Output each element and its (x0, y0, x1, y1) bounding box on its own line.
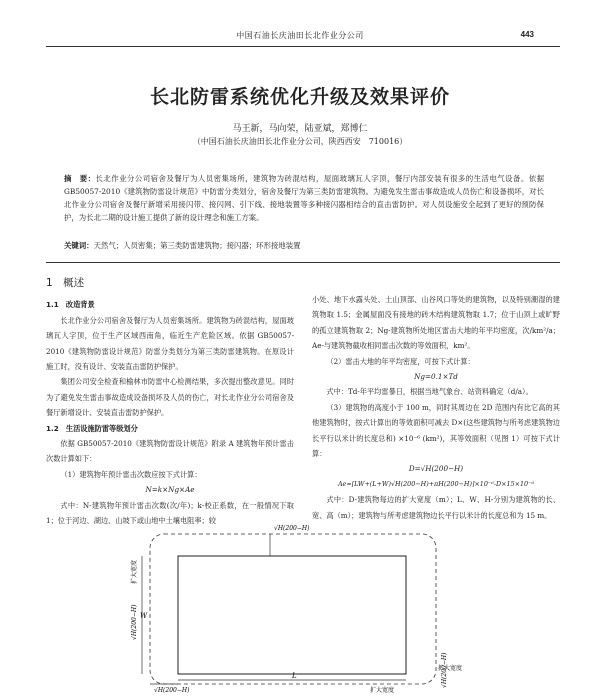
figure-1 (130, 520, 463, 694)
abstract-label: 摘 要： (64, 174, 96, 183)
equation-2: Ng=0.1×Td (414, 372, 458, 382)
journal-header: 中国石油长庆油田长北作业分公司 (236, 31, 364, 40)
figure-label-right-lower: √H(200−H) (441, 652, 448, 688)
section-title: 1 概述 (46, 277, 85, 289)
paragraph: 式中：N-建筑物年预计雷击次数(次/年)；k-校正系数，在一般情况下取 1；位于河边、湖边、山坡下或山地中土壤电阻率；较 (46, 500, 294, 526)
paragraph: 小处、地下水露头处、土山顶部、山谷风口等处的建筑物，以及特别潮湿的建筑物取 1.5；金属屋面没有接地的砖木结构建筑物取 1.7；位于山顶上或旷野的孤立建筑物取 2；Ng-建筑物所处地区雷击大地的年平均密度，次/km²/a；Ae-与建筑物截收相同雷击次数的等效面积，km²。 (312, 295, 560, 351)
keywords-label: 关键词： (64, 241, 94, 250)
paper-title: 长北防雷系统优化升级及效果评价 (149, 86, 450, 108)
abstract (64, 172, 544, 224)
equation-1: N=k×Ng×Ae (145, 485, 195, 495)
figure-label-bottom-right: 扩大宽度 (370, 687, 395, 694)
figure-label-left-upper: 扩大宽度 (131, 559, 138, 584)
subsection-1-2: 1.2 生活设施防雷等级划分 (46, 423, 138, 433)
equation-4: Ae=[LW+(L+W)√H(200−H)+πH(200−H)]×10⁻⁶-D×15×10⁻⁶ (337, 479, 535, 488)
paragraph: 式中：D-建筑物每边的扩大宽度（m）；L、W、H-分别为建筑物的长、宽、高（m）；建筑物与所考虑建筑物边长平行以米计的长度总和为 15 m。 (312, 495, 560, 520)
equivalent-area-diagram (130, 520, 463, 694)
figure-label-bottom-left: √H(200−H) (154, 687, 190, 694)
paragraph: （1）建筑物年预计雷击次数应按下式计算： (60, 469, 202, 479)
running-header (0, 30, 600, 44)
figure-label-w: W (140, 612, 148, 620)
paragraph: （2）雷击大地的年平均密度，可按下式计算： (326, 356, 475, 366)
paragraph: 依据 GB50057-2010《建筑物防雷设计规范》附录 A 建筑物年预计雷击次数计算如下： (46, 439, 294, 464)
right-column (312, 292, 560, 523)
equation-3: D=√H(200−H) (408, 464, 464, 474)
keywords (64, 240, 544, 251)
figure-label-right-text: 扩大宽度 (438, 665, 463, 672)
left-column (46, 272, 294, 529)
building-outline (178, 556, 406, 674)
abstract-text: 长北作业分公司宿舍及餐厅为人员密集场所，建筑物为砖混结构，屋面玻璃瓦人字顶，餐厅内部安装有很多的生活电气设备。依据GB50057-2010《建筑物防雷设计规范》中防雷分类划分，宿舍及餐厅为第三类防雷建筑物。为避免发生雷击事故造成人员伤亡和设备损坏，对长北作业分公司宿舍及餐厅新增采用接闪带、接闪网、引下线、接地装置等多种接闪器相结合的直击雷防护。对人员设施安全起到了更好的预防保护，为长北二期的设计施工提供了新的设计理念和施工方案。 (64, 174, 544, 222)
figure-label-left-lower: √H(200−H) (131, 604, 138, 640)
page-number: 443 (520, 30, 534, 39)
header-rule (46, 46, 560, 47)
abstract-rule (46, 262, 560, 263)
paragraph: （3）建筑物的高度小于 100 m，同时其周边在 2D 范围内有比它高的其他建筑物时，按式计算出的等效面积可减去 D×(这些建筑物与所考虑建筑物边长平行以米计的长度总和) ×10⁻⁶ (km²)，其等效面积（见图 1）可按下式计算： (312, 402, 560, 459)
figure-label-length: L (292, 672, 297, 680)
paragraph: 集团公司安全检查和榆林市防雷中心检测结果，多次提出整改意见。同时为了避免发生雷击事故造成设备损坏及人员的伤亡，对长北作业分公司宿舍及餐厅新增设计、安装直击雷防护保护。 (46, 377, 294, 418)
figure-label-top: √H(200−H) (274, 525, 310, 532)
authors: 马王新，马向荣，陆亚斌，郑博仁 (232, 124, 368, 134)
subsection-1-1: 1.1 改造背景 (46, 300, 95, 310)
keywords-text: 天然气；人员密集；第三类防雷建筑物；接闪器；环形接地装置 (93, 241, 301, 250)
paragraph: 式中：Td-年平均雷暴日，根据当地气象台、站资料确定（d/a）。 (326, 387, 533, 397)
affiliation: （中国石油长庆油田长北作业分公司，陕西西安 710016） (192, 137, 408, 146)
paragraph: 长北作业分公司宿舍及餐厅为人员密集场所。建筑物为砖混结构，屋面玻璃瓦人字顶，位于生产区域西南角，临近生产危险区域。依据 GB50057-2010《建筑物防雷设计规范》防雷分类划分为第三类防雷建筑物。在原设计施工时，没有设计、安装直击雷防护保护。 (46, 315, 294, 372)
